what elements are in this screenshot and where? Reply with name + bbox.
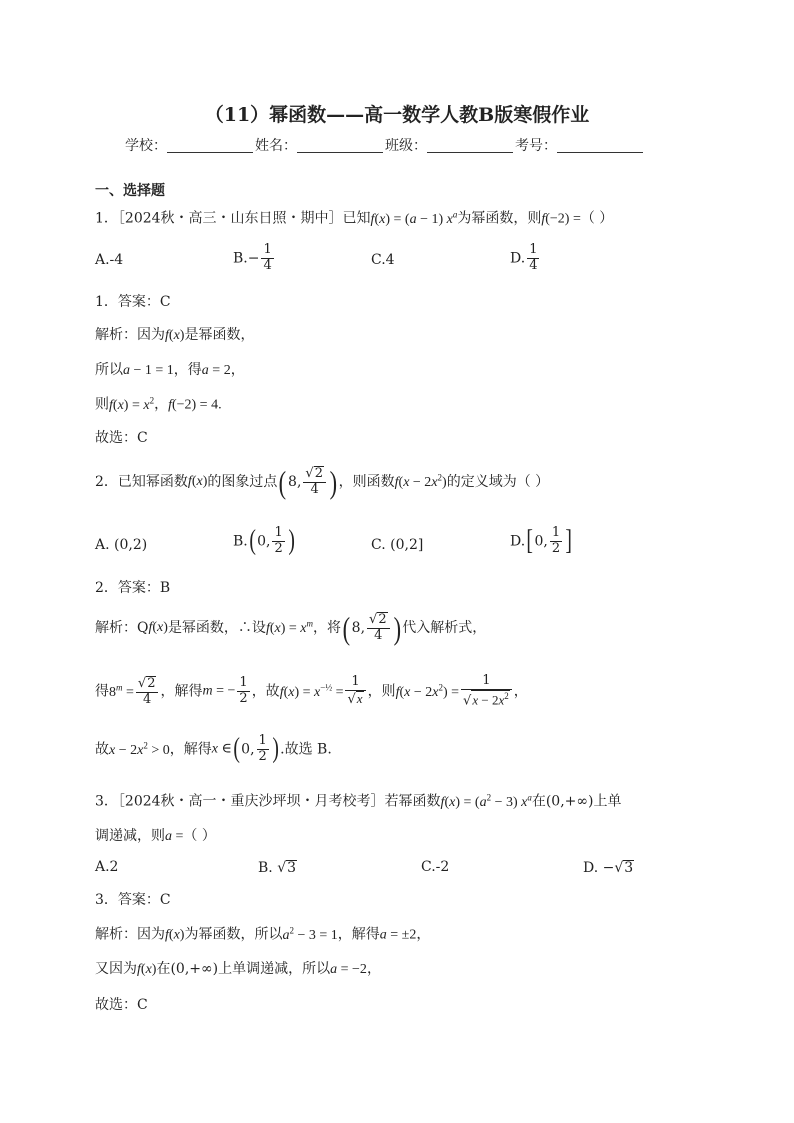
class-blank xyxy=(427,138,513,153)
q3-option-d: D. −√3 xyxy=(583,860,634,876)
q1-solution-line: 解析：因为f(x)是幂函数， xyxy=(95,327,255,343)
q2-solution-line: 得$8^m$ = $\frac{√2}{4}$ ，解得m = − $\frac{1}{2}$ ，故$f(x) = x^{-\frac{1}{2}}$ = $\frac{1}{√x}$ ，则$f(x - 2x^2)$ = $\frac{1}{√x - 2x^2}$ ， xyxy=(95,673,528,709)
q3-option-a: A.2 xyxy=(95,859,119,875)
q2-option-b: B.(0, $\frac{1}{2}$ ) xyxy=(233,525,295,557)
q3-solution-end: 故选：C xyxy=(95,997,148,1013)
q3-option-c: C.-2 xyxy=(421,859,450,875)
q3-stem-line2: 调递减，则a =（ ） xyxy=(95,828,216,844)
formula: f(−2) = xyxy=(541,211,581,227)
name-label: 姓名： xyxy=(255,138,297,154)
q2-stem: 2．已知幂函数f(x)的图象过点( 8, $\frac{√2}{4}$ ) ，则函数$f(x - 2x^2)$的定义域为（ ） xyxy=(95,464,550,500)
q3-stem: 3．［2024秋・高一・重庆沙坪坝・月考校考］若幂函数$f(x) = (a^2 - 3)$ $x^a$在(0,+∞)上单 xyxy=(95,792,622,810)
q1-option-d: D. $\frac{1}{4}$ xyxy=(510,242,538,273)
q2-answer: 2．答案：B xyxy=(95,580,171,596)
q3-solution-line: 解析：因为f(x)为幂函数，所以$a^2 - 3 = 1$，解得a = ±2， xyxy=(95,925,431,943)
q2-solution-line: 故$x - 2x^2 > 0$，解得x ∈(0, $\frac{1}{2}$ ).故选 B. xyxy=(95,733,332,765)
section-heading: 一、选择题 xyxy=(95,183,165,199)
q1-answer: 1．答案：C xyxy=(95,294,171,310)
class-label: 班级： xyxy=(385,138,427,154)
q3-option-b: B. √3 xyxy=(258,860,297,876)
formula: f(x) = (a − 1) $x^a$ xyxy=(370,209,458,227)
q1-solution-line: 则$f(x) = x^2$，f(−2) = 4. xyxy=(95,395,222,413)
q2-option-c: C. (0,2] xyxy=(371,537,424,553)
exam-no-label: 考号： xyxy=(515,138,557,154)
q1-option-b: B.− $\frac{1}{4}$ xyxy=(233,242,272,273)
school-blank xyxy=(167,138,253,153)
q1-option-a: A.-4 xyxy=(95,252,124,268)
q1-solution-end: 故选：C xyxy=(95,430,148,446)
q2-solution-line: 解析：Qf(x)是幂函数，∴设$f(x) = x^m$，将( 8, $\frac{√2}{4}$ ) 代入解析式， xyxy=(95,610,487,646)
q3-answer: 3．答案：C xyxy=(95,892,171,908)
name-blank xyxy=(297,138,383,153)
q2-option-d: D.[0, $\frac{1}{2}$ ] xyxy=(510,525,573,557)
q1-solution-line: 所以a − 1 = 1，得a = 2， xyxy=(95,362,245,378)
exam-no-blank xyxy=(557,138,643,153)
q1-option-c: C.4 xyxy=(371,252,395,268)
q1-stem: 1．［2024秋・高三・山东日照・期中］已知f(x) = (a − 1) $x^a$为幂函数，则f(−2) =（ ） xyxy=(95,209,614,227)
q3-solution-line: 又因为f(x)在(0,+∞)上单调递减，所以a = −2， xyxy=(95,961,381,977)
page-title: （11）幂函数——高一数学人教B版寒假作业 xyxy=(204,104,590,126)
student-info-line xyxy=(125,138,645,153)
school-label: 学校： xyxy=(125,138,167,154)
q2-option-a: A. (0,2) xyxy=(95,537,148,553)
